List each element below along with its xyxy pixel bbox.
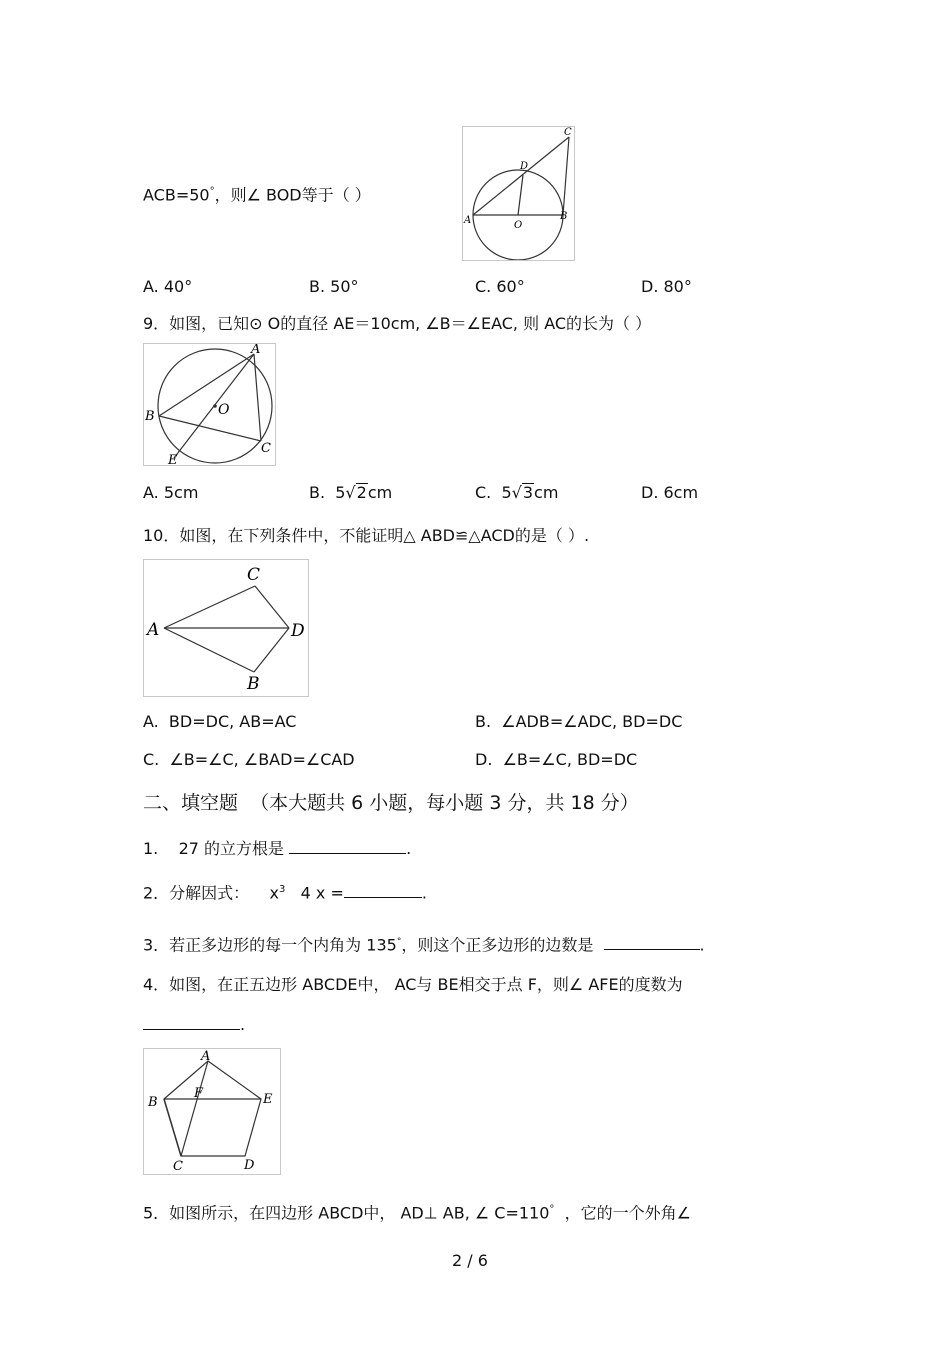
section-title: 二、填空题: [143, 792, 239, 814]
label-A: A: [201, 1049, 211, 1064]
q9-option-b[interactable]: B. 5√2cm: [309, 483, 393, 502]
q9-option-d[interactable]: D. 6cm: [641, 483, 699, 502]
answer-blank-3[interactable]: [604, 935, 700, 950]
label-C: C: [564, 127, 572, 138]
fill-q4-answer-line: .: [143, 1015, 245, 1035]
q10-option-c[interactable]: C. ∠B=∠C, ∠BAD=∠CAD: [143, 750, 355, 769]
q9-option-a[interactable]: A. 5cm: [143, 483, 199, 502]
q8-option-b[interactable]: B. 50°: [309, 277, 359, 296]
fill-q2: 2．分解因式： $x^3$ 4 x = .: [143, 883, 427, 903]
q10-option-d[interactable]: D. ∠B=∠C, BD=DC: [475, 750, 638, 769]
fill-q1: 1. 27 的立方根是 .: [143, 839, 412, 858]
q8-option-d[interactable]: D. 80°: [641, 277, 692, 296]
fill-q4: 4．如图，在正五边形 ABCDE中， AC与 BE相交于点 F，则∠ AFE的度数为: [143, 975, 683, 994]
label-E: E: [168, 453, 178, 465]
q9-option-c[interactable]: C. 5√3cm: [475, 483, 559, 502]
answer-blank-2[interactable]: [344, 883, 422, 898]
label-E: E: [263, 1092, 273, 1107]
label-B: B: [247, 674, 260, 694]
label-O: O: [218, 402, 230, 418]
q8-option-c[interactable]: C. 60°: [475, 277, 525, 296]
q8-circle-figure: [462, 126, 575, 261]
q9-circle-figure: [143, 343, 276, 466]
label-A: A: [464, 215, 472, 226]
label-D: D: [291, 621, 305, 641]
label-C: C: [261, 441, 271, 456]
page-number: 2 / 6: [452, 1251, 488, 1270]
fill-q3: 3．若正多边形的每一个内角为 135°，则这个正多边形的边数是 .: [143, 935, 705, 955]
q8-stem: ACB=50°，则∠ BOD等于（ ）: [143, 185, 371, 205]
sqrt-symbol: √2: [345, 483, 367, 502]
label-B: B: [145, 409, 155, 424]
answer-blank-1[interactable]: [289, 839, 406, 854]
q10-option-a[interactable]: A. BD=DC, AB=AC: [143, 712, 297, 731]
label-B: B: [148, 1095, 158, 1110]
q10-stem: 10．如图，在下列条件中，不能证明△ ABD≌△ACD的是（ ）.: [143, 526, 590, 545]
label-O: O: [514, 220, 523, 231]
label-D: D: [244, 1158, 255, 1173]
label-C: C: [247, 565, 261, 585]
label-D: D: [520, 161, 529, 172]
label-B: B: [560, 211, 568, 222]
label-C: C: [173, 1159, 183, 1174]
fill-q5: 5．如图所示，在四边形 ABCD中， AD⊥ AB, ∠ C=110° ，它的一个外角∠: [143, 1203, 691, 1223]
sqrt-symbol: √3: [511, 483, 534, 502]
section-heading: [143, 793, 639, 813]
q9-stem: 9．如图，已知⊙ O的直径 AE＝10cm, ∠B＝∠EAC, 则 AC的长为（ ）: [143, 314, 652, 333]
q10-kite-figure: [143, 559, 309, 697]
answer-blank-4[interactable]: [143, 1015, 240, 1030]
label-A: A: [147, 620, 160, 640]
q8-option-a[interactable]: A. 40°: [143, 277, 193, 296]
label-A: A: [251, 344, 261, 357]
section-note: （本大题共 6 小题，每小题 3 分，共 18 分）: [250, 792, 639, 814]
label-F: F: [194, 1086, 204, 1101]
q4-pentagon-figure: [143, 1048, 281, 1175]
q10-option-b[interactable]: B. ∠ADB=∠ADC, BD=DC: [475, 712, 683, 731]
